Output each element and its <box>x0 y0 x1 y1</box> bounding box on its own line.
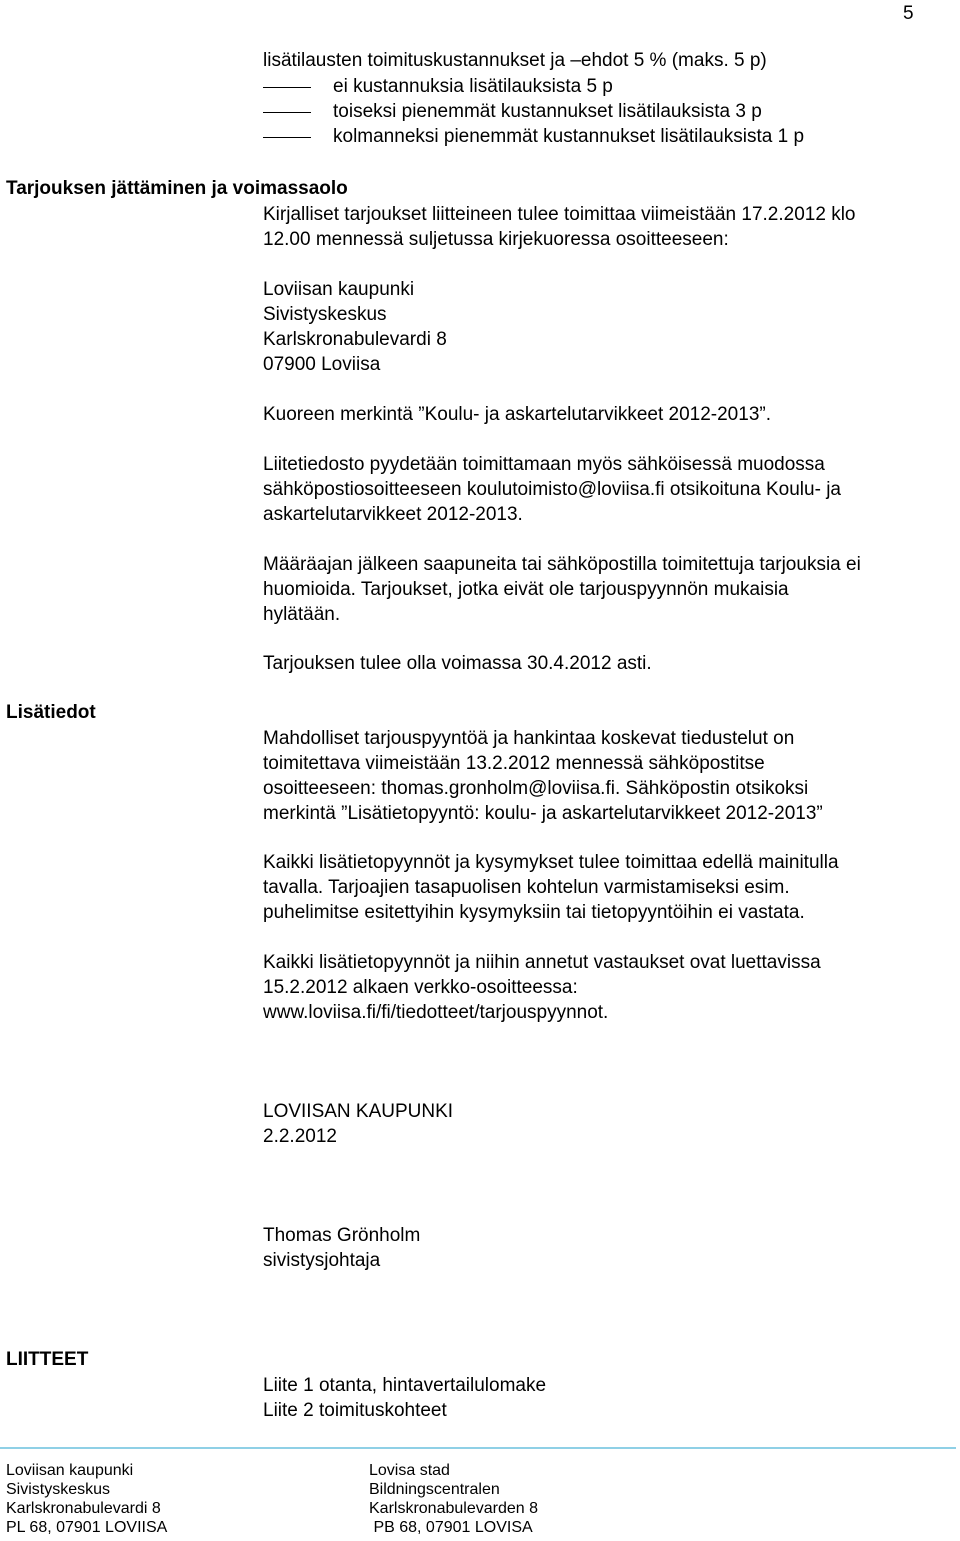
attachment-instruction: askartelutarvikkeet 2012-2013. <box>263 504 523 525</box>
intro-bullet: ei kustannuksia lisätilauksista 5 p <box>333 76 613 97</box>
signature-org: LOVIISAN KAUPUNKI <box>263 1101 454 1122</box>
footer-divider <box>0 1447 956 1449</box>
info-line: 15.2.2012 alkaen verkko-osoitteessa: <box>263 977 578 998</box>
deadline-note: Määräajan jälkeen saapuneita tai sähköpostilla toimitettuja tarjouksia ei <box>263 554 861 575</box>
address-line: 07900 Loviisa <box>263 354 381 375</box>
attachment-instruction: Liitetiedosto pyydetään toimittamaan myös sähköisessä muodossa <box>263 454 825 475</box>
info-line: www.loviisa.fi/fi/tiedotteet/tarjouspyynnot. <box>263 1002 609 1023</box>
envelope-marking: Kuoreen merkintä ”Koulu- ja askartelutarvikkeet 2012-2013”. <box>263 404 771 425</box>
info-line: merkintä ”Lisätietopyyntö: koulu- ja askartelutarvikkeet 2012-2013” <box>263 803 823 824</box>
footer-left-line: PL 68, 07901 LOVIISA <box>6 1519 168 1536</box>
address-line: Loviisan kaupunki <box>263 279 415 300</box>
deadline-note: hylätään. <box>263 604 341 625</box>
submission-line: Kirjalliset tarjoukset liitteineen tulee toimittaa viimeistään 17.2.2012 klo <box>263 204 856 225</box>
attachment-item: Liite 2 toimituskohteet <box>263 1400 447 1421</box>
footer-right-line: PB 68, 07901 LOVISA <box>369 1519 533 1536</box>
info-line: Kaikki lisätietopyynnöt ja niihin annetut vastaukset ovat luettavissa <box>263 952 821 973</box>
bullet-dash <box>263 87 311 88</box>
info-line: puhelimitse esitettyihin kysymyksiin tai tietopyyntöihin ei vastata. <box>263 902 805 923</box>
address-line: Sivistyskeskus <box>263 304 387 325</box>
footer-right-line: Lovisa stad <box>369 1462 450 1479</box>
info-line: osoitteeseen: thomas.gronholm@loviisa.fi. Sähköpostin otsikoksi <box>263 778 809 799</box>
page-number: 5 <box>903 3 914 24</box>
footer-left-line: Sivistyskeskus <box>6 1481 111 1498</box>
info-line: toimitettava viimeistään 13.2.2012 mennessä sähköpostitse <box>263 753 765 774</box>
signature-name: Thomas Grönholm <box>263 1225 421 1246</box>
validity-note: Tarjouksen tulee olla voimassa 30.4.2012 asti. <box>263 653 652 674</box>
intro-bullet: kolmanneksi pienemmät kustannukset lisätilauksista 1 p <box>333 126 805 147</box>
info-line: tavalla. Tarjoajien tasapuolisen kohtelun varmistamiseksi esim. <box>263 877 790 898</box>
info-heading: Lisätiedot <box>6 702 96 723</box>
signature-date: 2.2.2012 <box>263 1126 337 1147</box>
submission-heading: Tarjouksen jättäminen ja voimassaolo <box>6 178 348 199</box>
submission-line: 12.00 mennessä suljetussa kirjekuoressa osoitteeseen: <box>263 229 729 250</box>
attachment-instruction: sähköpostiosoitteeseen koulutoimisto@loviisa.fi otsikoituna Koulu- ja <box>263 479 841 500</box>
footer-right-line: Karlskronabulevarden 8 <box>369 1500 538 1517</box>
info-line: Kaikki lisätietopyynnöt ja kysymykset tulee toimittaa edellä mainitulla <box>263 852 839 873</box>
bullet-dash <box>263 112 311 113</box>
attachment-item: Liite 1 otanta, hintavertailulomake <box>263 1375 547 1396</box>
deadline-note: huomioida. Tarjoukset, jotka eivät ole tarjouspyynnön mukaisia <box>263 579 789 600</box>
address-line: Karlskronabulevardi 8 <box>263 329 447 350</box>
intro-heading-line: lisätilausten toimituskustannukset ja –ehdot 5 % (maks. 5 p) <box>263 50 767 71</box>
attachments-heading: LIITTEET <box>6 1349 89 1370</box>
intro-bullet: toiseksi pienemmät kustannukset lisätilauksista 3 p <box>333 101 762 122</box>
footer-left-line: Loviisan kaupunki <box>6 1462 134 1479</box>
footer-left-line: Karlskronabulevardi 8 <box>6 1500 161 1517</box>
info-line: Mahdolliset tarjouspyyntöä ja hankintaa koskevat tiedustelut on <box>263 728 795 749</box>
bullet-dash <box>263 137 311 138</box>
footer-right-line: Bildningscentralen <box>369 1481 500 1498</box>
signature-title: sivistysjohtaja <box>263 1250 381 1271</box>
